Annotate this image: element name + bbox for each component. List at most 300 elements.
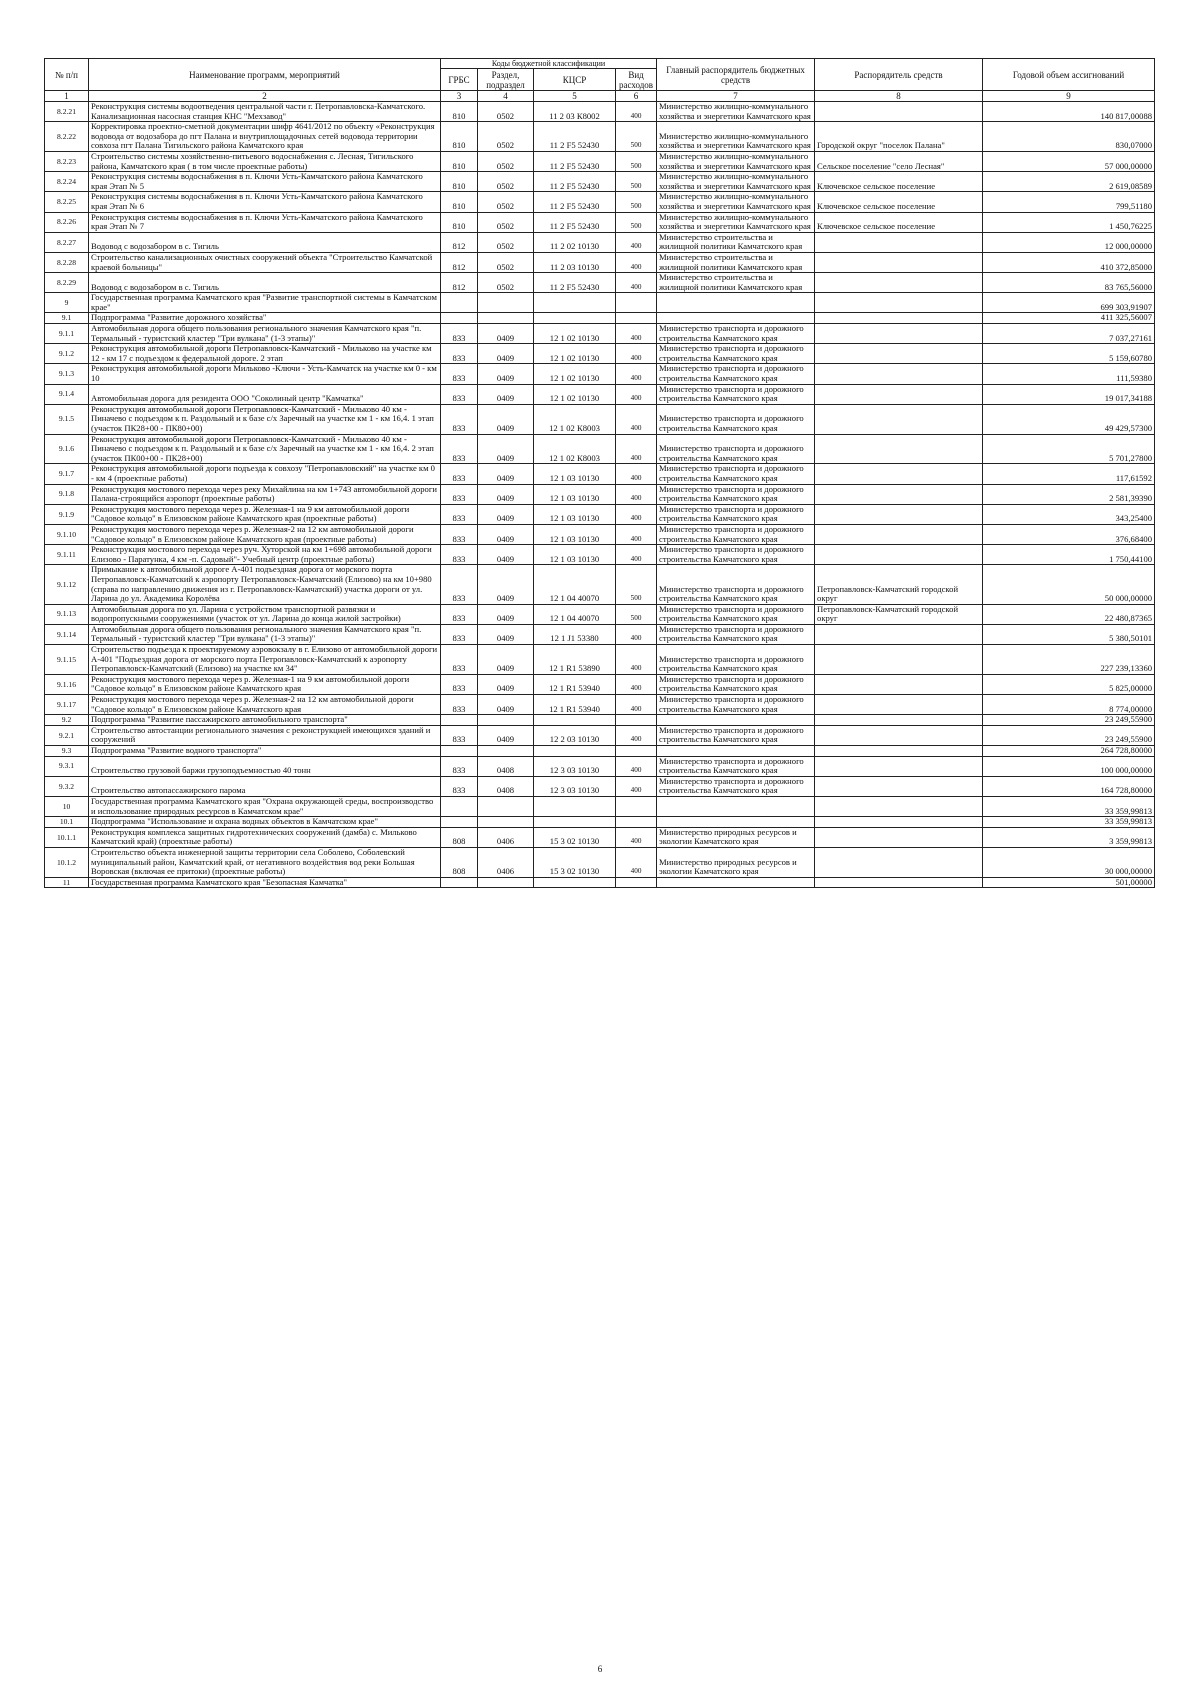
kcsr-code: 11 2 02 10130 [534,232,616,252]
header-razdel: Раздел, подраздел [478,69,534,91]
program-name: Строительство грузовой баржи грузоподъемностью 40 тонн [89,756,441,776]
main-manager: Министерство жилищно-коммунального хозяйства и энергетики Камчатского края [657,122,815,152]
razdel-code: 0409 [478,695,534,715]
table-row [45,364,1155,384]
table-row [45,624,1155,644]
main-manager: Министерство транспорта и дорожного строительства Камчатского края [657,695,815,715]
grbs-code: 833 [441,404,478,434]
expense-type-code: 500 [616,172,657,192]
row-number: 9.1.10 [45,524,89,544]
main-manager: Министерство транспорта и дорожного строительства Камчатского края [657,364,815,384]
program-name: Водовод с водозабором в с. Тигиль [89,273,441,293]
annual-amount: 22 480,87365 [983,604,1155,624]
table-row [45,212,1155,232]
row-number: 9.1 [45,313,89,324]
expense-type-code [616,715,657,726]
expense-type-code [616,293,657,313]
table-row [45,695,1155,715]
row-number: 9.1.1 [45,324,89,344]
table-row [45,484,1155,504]
grbs-code: 833 [441,324,478,344]
expense-type-code: 400 [616,464,657,484]
main-manager: Министерство жилищно-коммунального хозяйства и энергетики Камчатского края [657,172,815,192]
table-row [45,273,1155,293]
main-manager: Министерство природных ресурсов и экологии Камчатского края [657,847,815,877]
razdel-code [478,817,534,828]
grbs-code [441,877,478,888]
manager [815,324,983,344]
row-number: 9 [45,293,89,313]
expense-type-code: 400 [616,847,657,877]
razdel-code: 0408 [478,776,534,796]
column-index: 7 [657,91,815,102]
program-name: Водовод с водозабором в с. Тигиль [89,232,441,252]
header-name: Наименование программ, мероприятий [89,59,441,91]
razdel-code: 0409 [478,645,534,675]
manager [815,102,983,122]
razdel-code: 0409 [478,725,534,745]
table-row [45,384,1155,404]
row-number: 9.1.17 [45,695,89,715]
program-name: Подпрограмма "Использование и охрана водных объектов в Камчатском крае" [89,817,441,828]
row-number: 9.1.4 [45,384,89,404]
grbs-code [441,293,478,313]
row-number: 8.2.23 [45,151,89,171]
table-row [45,674,1155,694]
annual-amount: 140 817,00088 [983,102,1155,122]
manager: Петропавловск-Камчатский городской округ [815,565,983,604]
grbs-code: 810 [441,151,478,171]
main-manager [657,313,815,324]
kcsr-code: 11 2 03 10130 [534,252,616,272]
grbs-code: 833 [441,725,478,745]
manager [815,484,983,504]
main-manager: Министерство транспорта и дорожного строительства Камчатского края [657,674,815,694]
razdel-code: 0409 [478,324,534,344]
manager [815,624,983,644]
header-vid: Вид расходов [616,69,657,91]
manager [815,645,983,675]
annual-amount: 343,25400 [983,504,1155,524]
row-number: 9.1.5 [45,404,89,434]
expense-type-code: 400 [616,434,657,464]
annual-amount: 3 359,99813 [983,827,1155,847]
table-row [45,404,1155,434]
manager [815,796,983,816]
main-manager: Министерство жилищно-коммунального хозяйства и энергетики Камчатского края [657,102,815,122]
razdel-code: 0409 [478,604,534,624]
grbs-code: 833 [441,504,478,524]
kcsr-code: 11 2 F5 52430 [534,192,616,212]
annual-amount: 5 825,00000 [983,674,1155,694]
manager [815,232,983,252]
table-row [45,232,1155,252]
annual-amount: 83 765,56000 [983,273,1155,293]
razdel-code: 0408 [478,756,534,776]
grbs-code: 808 [441,847,478,877]
main-manager: Министерство транспорта и дорожного строительства Камчатского края [657,504,815,524]
razdel-code [478,313,534,324]
annual-amount: 30 000,00000 [983,847,1155,877]
row-number: 9.1.2 [45,344,89,364]
expense-type-code [616,817,657,828]
program-name: Автомобильная дорога общего пользования регионального значения Камчатского края "п. Термальный - туристский кластер "Три вулкана" (1-3 этапы)" [89,324,441,344]
table-row [45,172,1155,192]
grbs-code: 833 [441,604,478,624]
manager [815,504,983,524]
program-name: Реконструкция мостового перехода через реку Михайлина на км 1+743 автомобильной дороги Палана-строящийся аэропорт (проектные работы) [89,484,441,504]
grbs-code: 833 [441,756,478,776]
table-row [45,756,1155,776]
main-manager [657,796,815,816]
expense-type-code: 400 [616,545,657,565]
program-name: Строительство автостанции регионального значения с реконструкцией имеющихся зданий и сооружений [89,725,441,745]
manager: Ключевское сельское поселение [815,212,983,232]
grbs-code [441,817,478,828]
program-name: Реконструкция автомобильной дороги Петропавловск-Камчатский - Мильково 40 км - Пиначево с подъездом к п. Раздольный и к базе с/х Заречный на участке км 1 - км 16,4. 1 этап (участок ПК28+00 - ПК80+00) [89,404,441,434]
main-manager [657,746,815,757]
expense-type-code: 400 [616,384,657,404]
expense-type-code: 400 [616,645,657,675]
table-row [45,545,1155,565]
expense-type-code: 400 [616,524,657,544]
manager [815,252,983,272]
program-name: Реконструкция автомобильной дороги Петропавловск-Камчатский - Мильково 40 км - Пиначево с подъездом к п. Раздольный и к базе с/х Заречный на участке км 1 - км 16,4. 2 этап (участок ПК00+00 - ПК28+00) [89,434,441,464]
kcsr-code [534,293,616,313]
row-number: 8.2.24 [45,172,89,192]
razdel-code: 0502 [478,252,534,272]
table-row [45,122,1155,152]
kcsr-code: 12 1 02 10130 [534,324,616,344]
manager [815,877,983,888]
table-row [45,817,1155,828]
kcsr-code: 15 3 02 10130 [534,827,616,847]
program-name: Реконструкция системы водоснабжения в п. Ключи Усть-Камчатского района Камчатского края Этап № 7 [89,212,441,232]
annual-amount: 699 303,91907 [983,293,1155,313]
manager [815,817,983,828]
expense-type-code: 400 [616,404,657,434]
table-row [45,796,1155,816]
row-number: 9.1.9 [45,504,89,524]
manager [815,434,983,464]
main-manager: Министерство транспорта и дорожного строительства Камчатского края [657,524,815,544]
manager [815,384,983,404]
annual-amount: 799,51180 [983,192,1155,212]
annual-amount: 5 159,60780 [983,344,1155,364]
grbs-code: 833 [441,776,478,796]
budget-table [44,58,1155,888]
program-name: Подпрограмма "Развитие дорожного хозяйства" [89,313,441,324]
main-manager: Министерство транспорта и дорожного строительства Камчатского края [657,404,815,434]
row-number: 8.2.29 [45,273,89,293]
kcsr-code [534,796,616,816]
header-amount: Годовой объем ассигнований [983,59,1155,91]
kcsr-code: 15 3 02 10130 [534,847,616,877]
program-name: Строительство автопассажирского парома [89,776,441,796]
grbs-code: 812 [441,232,478,252]
razdel-code: 0502 [478,232,534,252]
annual-amount: 33 359,99813 [983,817,1155,828]
column-index: 5 [534,91,616,102]
razdel-code: 0409 [478,434,534,464]
kcsr-code: 12 1 R1 53940 [534,674,616,694]
manager [815,344,983,364]
row-number: 9.1.12 [45,565,89,604]
manager [815,404,983,434]
annual-amount: 49 429,57300 [983,404,1155,434]
annual-amount: 164 728,80000 [983,776,1155,796]
program-name: Реконструкция автомобильной дороги Петропавловск-Камчатский - Мильково на участке км 12 - км 17 с подъездом к федеральной дороге. 2 этап [89,344,441,364]
program-name: Подпрограмма "Развитие водного транспорта" [89,746,441,757]
annual-amount: 830,07000 [983,122,1155,152]
row-number: 9.1.7 [45,464,89,484]
table-row [45,464,1155,484]
table-row [45,434,1155,464]
table-header [45,59,1155,102]
column-index-row [45,91,1155,102]
main-manager: Министерство транспорта и дорожного строительства Камчатского края [657,776,815,796]
razdel-code: 0409 [478,484,534,504]
kcsr-code [534,715,616,726]
manager [815,674,983,694]
main-manager: Министерство жилищно-коммунального хозяйства и энергетики Камчатского края [657,192,815,212]
row-number: 9.1.6 [45,434,89,464]
manager [815,545,983,565]
grbs-code: 810 [441,122,478,152]
manager [815,756,983,776]
table-row [45,715,1155,726]
main-manager: Министерство транспорта и дорожного строительства Камчатского края [657,565,815,604]
expense-type-code [616,746,657,757]
annual-amount: 117,61592 [983,464,1155,484]
kcsr-code: 12 1 03 10130 [534,464,616,484]
main-manager: Министерство жилищно-коммунального хозяйства и энергетики Камчатского края [657,212,815,232]
row-number: 9.1.3 [45,364,89,384]
expense-type-code: 400 [616,232,657,252]
column-index: 3 [441,91,478,102]
razdel-code: 0409 [478,364,534,384]
razdel-code [478,877,534,888]
annual-amount: 411 325,56007 [983,313,1155,324]
razdel-code: 0502 [478,212,534,232]
row-number: 9.1.15 [45,645,89,675]
program-name: Реконструкция автомобильной дороги подъезда к совхозу "Петропавловский" на участке км 0 - км 4 (проектные работы) [89,464,441,484]
kcsr-code: 12 1 R1 53890 [534,645,616,675]
program-name: Государственная программа Камчатского края "Безопасная Камчатка" [89,877,441,888]
manager [815,725,983,745]
expense-type-code: 400 [616,827,657,847]
kcsr-code: 12 1 02 10130 [534,344,616,364]
grbs-code: 810 [441,102,478,122]
annual-amount: 376,68400 [983,524,1155,544]
annual-amount: 23 249,55900 [983,725,1155,745]
program-name: Подпрограмма "Развитие пассажирского автомобильного транспорта" [89,715,441,726]
program-name: Государственная программа Камчатского края "Развитие транспортной системы в Камчатском крае" [89,293,441,313]
table-row [45,252,1155,272]
annual-amount: 227 239,13360 [983,645,1155,675]
kcsr-code: 12 1 04 40070 [534,604,616,624]
razdel-code: 0502 [478,102,534,122]
kcsr-code: 11 2 F5 52430 [534,122,616,152]
table-row [45,776,1155,796]
grbs-code: 833 [441,545,478,565]
kcsr-code: 12 2 03 10130 [534,725,616,745]
program-name: Государственная программа Камчатского края "Охрана окружающей среды, воспроизводство и использование природных ресурсов в Камчатском крае" [89,796,441,816]
kcsr-code: 11 2 F5 52430 [534,273,616,293]
manager [815,827,983,847]
row-number: 9.3.2 [45,776,89,796]
manager [815,715,983,726]
program-name: Строительство объекта инженерной защиты территории села Соболево, Соболевский муниципальный район, Камчатский край, от негативного воздействия вод реки Большая Воровская (включая ее притоки) (проектные работы) [89,847,441,877]
column-index: 9 [983,91,1155,102]
razdel-code: 0409 [478,344,534,364]
expense-type-code: 500 [616,122,657,152]
annual-amount: 264 728,80000 [983,746,1155,757]
table-row [45,344,1155,364]
grbs-code: 833 [441,384,478,404]
expense-type-code [616,877,657,888]
main-manager [657,877,815,888]
row-number: 8.2.21 [45,102,89,122]
kcsr-code: 12 3 03 10130 [534,756,616,776]
razdel-code: 0502 [478,172,534,192]
grbs-code: 810 [441,212,478,232]
expense-type-code: 400 [616,102,657,122]
manager: Петропавловск-Камчатский городской округ [815,604,983,624]
grbs-code [441,796,478,816]
manager: Городской округ "поселок Палана" [815,122,983,152]
row-number: 10 [45,796,89,816]
kcsr-code: 11 2 F5 52430 [534,212,616,232]
table-row [45,524,1155,544]
program-name: Реконструкция мостового перехода через р. Железная-2 на 12 км автомобильной дороги "Садовое кольцо" в Елизовском районе Камчатского края [89,695,441,715]
kcsr-code: 12 1 02 10130 [534,364,616,384]
kcsr-code: 12 1 04 40070 [534,565,616,604]
manager: Сельское поселение "село Лесная" [815,151,983,171]
annual-amount: 1 450,76225 [983,212,1155,232]
expense-type-code [616,796,657,816]
expense-type-code: 400 [616,504,657,524]
kcsr-code: 12 1 03 10130 [534,545,616,565]
program-name: Реконструкция мостового перехода через р. Железная-1 на 9 км автомобильной дороги "Садовое кольцо" в Елизовском районе Камчатского края (проектные работы) [89,504,441,524]
program-name: Реконструкция мостового перехода через р. Железная-2 на 12 км автомобильной дороги "Садовое кольцо" в Елизовском районе Камчатского края (проектные работы) [89,524,441,544]
table-row [45,877,1155,888]
grbs-code: 833 [441,364,478,384]
expense-type-code: 400 [616,364,657,384]
row-number: 9.2 [45,715,89,726]
table-row [45,293,1155,313]
program-name: Реконструкция мостового перехода через руч. Хуторской на км 1+698 автомобильной дороги Елизово - Паратунка, 4 км -п. Садовый"- Учебный центр (проектные работы) [89,545,441,565]
main-manager: Министерство природных ресурсов и экологии Камчатского края [657,827,815,847]
grbs-code: 833 [441,524,478,544]
annual-amount: 50 000,00000 [983,565,1155,604]
row-number: 9.1.16 [45,674,89,694]
row-number: 11 [45,877,89,888]
program-name: Строительство системы хозяйственно-питьевого водоснабжения с. Лесная, Тигильского района, Камчатского края ( в том числе проектные работы) [89,151,441,171]
kcsr-code: 12 1 02 К8003 [534,404,616,434]
kcsr-code: 12 1 02 К8003 [534,434,616,464]
table-row [45,313,1155,324]
grbs-code: 810 [441,192,478,212]
main-manager: Министерство строительства и жилищной политики Камчатского края [657,252,815,272]
kcsr-code [534,746,616,757]
header-manager: Распорядитель средств [815,59,983,91]
grbs-code: 833 [441,434,478,464]
razdel-code: 0502 [478,273,534,293]
annual-amount: 33 359,99813 [983,796,1155,816]
grbs-code: 833 [441,674,478,694]
row-number: 9.1.13 [45,604,89,624]
table-row [45,151,1155,171]
expense-type-code [616,313,657,324]
expense-type-code: 400 [616,344,657,364]
expense-type-code: 500 [616,192,657,212]
razdel-code [478,293,534,313]
main-manager [657,715,815,726]
row-number: 8.2.26 [45,212,89,232]
grbs-code: 833 [441,464,478,484]
expense-type-code: 500 [616,565,657,604]
table-row [45,102,1155,122]
program-name: Реконструкция системы водоснабжения в п. Ключи Усть-Камчатского района Камчатского края Этап № 6 [89,192,441,212]
table-body [45,102,1155,888]
main-manager: Министерство транспорта и дорожного строительства Камчатского края [657,545,815,565]
annual-amount: 2 619,08589 [983,172,1155,192]
column-index: 6 [616,91,657,102]
kcsr-code: 11 2 F5 52430 [534,172,616,192]
program-name: Реконструкция системы водоснабжения в п. Ключи Усть-Камчатского района Камчатского края Этап № 5 [89,172,441,192]
grbs-code: 810 [441,172,478,192]
annual-amount: 57 000,00000 [983,151,1155,171]
table-row [45,725,1155,745]
annual-amount: 501,00000 [983,877,1155,888]
main-manager: Министерство транспорта и дорожного строительства Камчатского края [657,484,815,504]
main-manager [657,817,815,828]
grbs-code: 833 [441,484,478,504]
table-row [45,324,1155,344]
razdel-code [478,796,534,816]
manager [815,776,983,796]
manager [815,746,983,757]
main-manager: Министерство строительства и жилищной политики Камчатского края [657,273,815,293]
program-name: Автомобильная дорога общего пользования регионального значения Камчатского края "п. Термальный - туристский кластер "Три вулкана" (1-3 этапы)" [89,624,441,644]
razdel-code: 0409 [478,674,534,694]
row-number: 8.2.25 [45,192,89,212]
annual-amount: 1 750,44100 [983,545,1155,565]
table-row [45,604,1155,624]
razdel-code: 0409 [478,504,534,524]
razdel-code [478,746,534,757]
razdel-code: 0409 [478,624,534,644]
razdel-code: 0502 [478,122,534,152]
expense-type-code: 500 [616,604,657,624]
expense-type-code: 400 [616,624,657,644]
row-number: 9.1.8 [45,484,89,504]
grbs-code [441,746,478,757]
row-number: 9.3.1 [45,756,89,776]
row-number: 8.2.22 [45,122,89,152]
header-num: № п/п [45,59,89,91]
expense-type-code: 400 [616,273,657,293]
expense-type-code: 500 [616,212,657,232]
manager [815,273,983,293]
table-row [45,827,1155,847]
program-name: Реконструкция системы водоотведения центральной части г. Петропавловска-Камчатского. Канализационная насосная станция КНС "Мехзавод" [89,102,441,122]
manager: Ключевское сельское поселение [815,172,983,192]
program-name: Примыкание к автомобильной дороге А-401 подъездная дорога от морского порта Петропавловск-Камчатский к аэропорту Петропавловск-Камчатский (Елизово) на км 10+980 (справа по направлению движения из г. Петропавловск-Камчатский) участка дороги от ул. Ларина до ул. Академика Королёва [89,565,441,604]
page-number: 6 [597,1664,603,1674]
grbs-code [441,715,478,726]
